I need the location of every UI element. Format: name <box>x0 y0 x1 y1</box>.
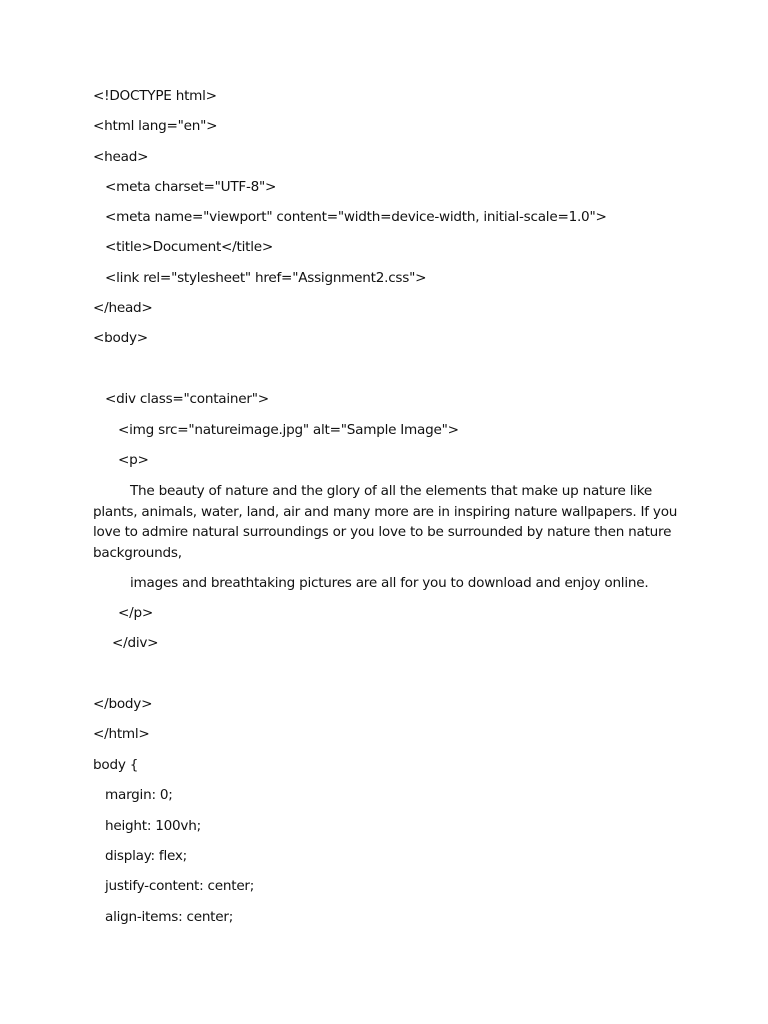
code-line: <html lang="en"> <box>93 118 218 134</box>
code-line: images and breathtaking pictures are all for you to download and enjoy online. <box>130 575 649 591</box>
paragraph-text <box>93 481 683 563</box>
code-line: <head> <box>93 149 149 165</box>
code-line: <title>Document</title> <box>105 239 273 255</box>
code-line: </html> <box>93 726 150 742</box>
code-line: height: 100vh; <box>105 818 201 834</box>
code-line: margin: 0; <box>105 787 173 803</box>
code-line: </head> <box>93 300 153 316</box>
code-line: <!DOCTYPE html> <box>93 88 217 104</box>
code-line: <div class="container"> <box>105 391 269 407</box>
code-line: <p> <box>118 452 149 468</box>
code-line: </div> <box>112 635 159 651</box>
paragraph-first-line: The beauty of nature and the glory of all the elements that make up nature like <box>130 483 653 499</box>
code-line: <body> <box>93 330 148 346</box>
code-line: <meta charset="UTF-8"> <box>105 179 277 195</box>
code-line: body { <box>93 757 139 773</box>
paragraph-rest: plants, animals, water, land, air and many more are in inspiring nature wallpapers. If you love to admire natural surroundings or you love to be surrounded by nature then nature backgrounds, <box>93 503 678 561</box>
code-line: <img src="natureimage.jpg" alt="Sample Image"> <box>118 422 459 438</box>
code-line: </p> <box>118 605 153 621</box>
code-line: <link rel="stylesheet" href="Assignment2.css"> <box>105 270 427 286</box>
code-line: align-items: center; <box>105 909 234 925</box>
code-line: display: flex; <box>105 848 187 864</box>
code-line: <meta name="viewport" content="width=device-width, initial-scale=1.0"> <box>105 209 607 225</box>
code-line: justify-content: center; <box>105 878 255 894</box>
code-line: </body> <box>93 696 153 712</box>
